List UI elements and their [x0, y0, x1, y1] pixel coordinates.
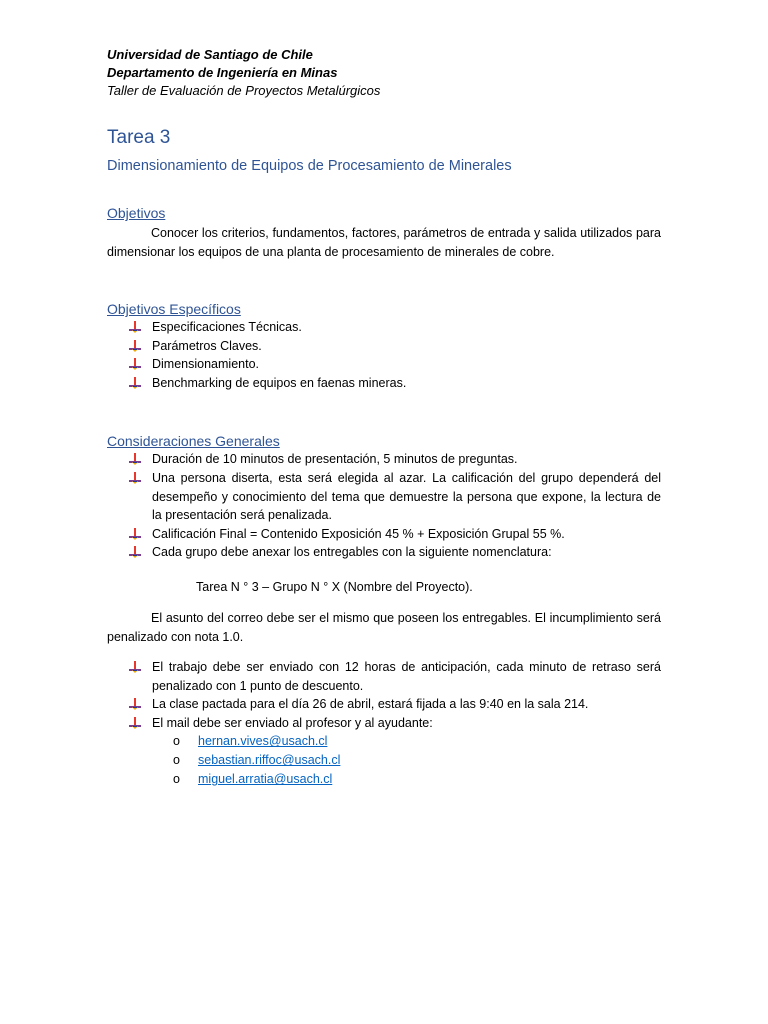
cross-arrow-bullet-icon	[129, 377, 141, 389]
list-item: Duración de 10 minutos de presentación, 5 minutos de preguntas.	[107, 450, 661, 469]
email-link-ayudante-1[interactable]: sebastian.riffoc@usach.cl	[198, 753, 341, 768]
list-item: Benchmarking de equipos en faenas mineras.	[107, 374, 661, 393]
cross-arrow-bullet-icon	[129, 472, 141, 484]
list-item: Calificación Final = Contenido Exposición 45 % + Exposición Grupal 55 %.	[107, 525, 661, 544]
cross-arrow-bullet-icon	[129, 453, 141, 465]
list-item	[107, 770, 661, 789]
especificos-list	[107, 318, 661, 392]
document-page	[107, 46, 661, 789]
cross-arrow-bullet-icon	[129, 321, 141, 333]
consideraciones-list-2	[107, 658, 661, 732]
list-item: Una persona diserta, esta será elegida al azar. La calificación del grupo dependerá del desempeño y conocimiento del tema que demuestre la persona que expone, la lectura de la presentación será penalizada.	[107, 469, 661, 525]
email-list	[107, 732, 661, 789]
list-item: El mail debe ser enviado al profesor y al ayudante:	[107, 714, 661, 733]
section-especificos-heading: Objetivos Específicos	[107, 301, 241, 317]
list-item: Especificaciones Técnicas.	[107, 318, 661, 337]
department-name: Departamento de Ingeniería en Minas	[107, 65, 338, 80]
cross-arrow-bullet-icon	[129, 717, 141, 729]
email-link-ayudante-2[interactable]: miguel.arratia@usach.cl	[198, 772, 333, 787]
asunto-text: El asunto del correo debe ser el mismo que poseen los entregables. El incumplimiento será penalizado con nota 1.0.	[107, 610, 661, 644]
cross-arrow-bullet-icon	[129, 698, 141, 710]
list-item: La clase pactada para el día 26 de abril, estará fijada a las 9:40 en la sala 214.	[107, 695, 661, 714]
cross-arrow-bullet-icon	[129, 528, 141, 540]
objetivos-text: Conocer los criterios, fundamentos, factores, parámetros de entrada y salida utilizados para dimensionar los equipos de una planta de procesamiento de minerales de cobre.	[107, 226, 661, 259]
university-name: Universidad de Santiago de Chile	[107, 47, 313, 62]
document-subtitle: Dimensionamiento de Equipos de Procesamiento de Minerales	[107, 158, 512, 174]
cross-arrow-bullet-icon	[129, 358, 141, 370]
list-item: El trabajo debe ser enviado con 12 horas de anticipación, cada minuto de retraso será penalizado con 1 punto de descuento.	[107, 658, 661, 695]
list-item: Cada grupo debe anexar los entregables con la siguiente nomenclatura:	[107, 543, 661, 562]
nomenclature-example: Tarea N ° 3 – Grupo N ° X (Nombre del Proyecto).	[196, 579, 473, 594]
course-name: Taller de Evaluación de Proyectos Metalúrgicos	[107, 83, 381, 98]
list-item	[107, 732, 661, 751]
list-item: Dimensionamiento.	[107, 355, 661, 374]
section-consideraciones-heading: Consideraciones Generales	[107, 433, 280, 450]
cross-arrow-bullet-icon	[129, 340, 141, 352]
list-item: Parámetros Claves.	[107, 337, 661, 356]
section-objetivos-heading: Objetivos	[107, 205, 166, 221]
circle-bullet-icon: o	[173, 734, 180, 749]
document-title: Tarea 3	[107, 127, 171, 148]
email-link-profesor[interactable]: hernan.vives@usach.cl	[198, 734, 328, 749]
cross-arrow-bullet-icon	[129, 546, 141, 558]
circle-bullet-icon: o	[173, 753, 180, 768]
list-item	[107, 751, 661, 770]
consideraciones-list	[107, 450, 661, 562]
cross-arrow-bullet-icon	[129, 661, 141, 673]
circle-bullet-icon: o	[173, 772, 180, 787]
